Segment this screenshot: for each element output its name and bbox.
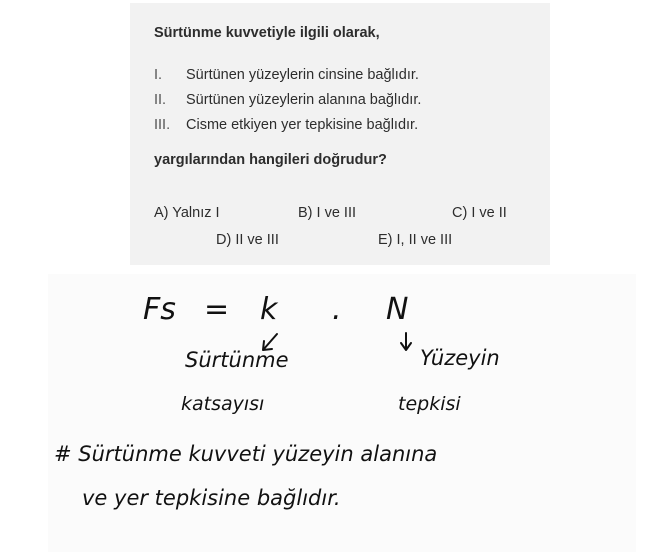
formula-dot: . [332,292,342,327]
formula-equals: = [204,292,230,327]
conclusion-line1: # Sürtünme kuvveti yüzeyin alanına [54,442,438,466]
statement-3-text: Cisme etkiyen yer tepkisine bağlıdır. [186,117,419,133]
option-d: D) II ve III [216,232,279,248]
question-card [130,3,550,265]
statement-1-number: I. [154,67,163,83]
statement-2-number: II. [154,92,167,108]
question-prompt: yargılarından hangileri doğrudur? [154,152,387,168]
k-label-line1: Sürtünme [185,348,289,372]
formula-k: k [260,292,278,327]
statement-1-text: Sürtünen yüzeylerin cinsine bağlıdır. [186,67,419,83]
formula-n: N [386,292,409,327]
option-a: A) Yalnız I [154,205,220,221]
n-label-line2: tepkisi [398,393,461,415]
option-c: C) I ve II [452,205,507,221]
handwritten-solution [48,274,636,552]
question-stem: Sürtünme kuvvetiyle ilgili olarak, [154,25,380,41]
formula-lhs: Fs [143,292,176,327]
statement-2-text: Sürtünen yüzeylerin alanına bağlıdır. [186,92,422,108]
arrow-to-n-icon [394,330,418,356]
n-label-line1: Yüzeyin [420,346,500,370]
statement-3-number: III. [154,117,171,133]
option-e: E) I, II ve III [378,232,453,248]
k-label-line2: katsayısı [181,393,265,415]
conclusion-line2: ve yer tepkisine bağlıdır. [82,486,341,510]
option-b: B) I ve III [298,205,357,221]
